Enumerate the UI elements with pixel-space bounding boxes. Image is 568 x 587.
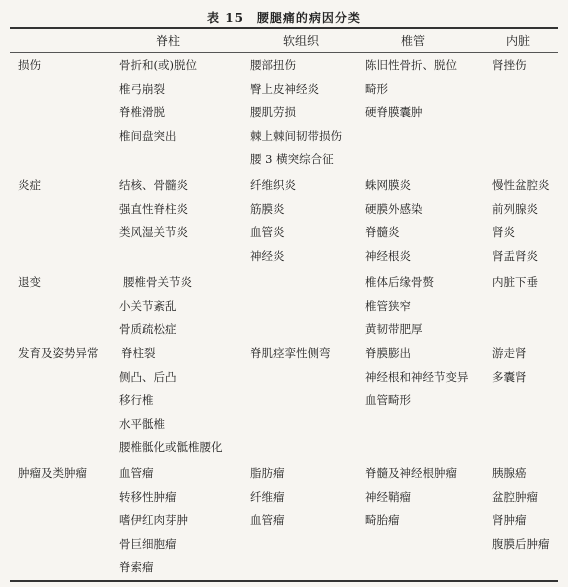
spine-cause-item: 腰椎骨关节炎	[123, 275, 192, 289]
canal-cause-item: 陈旧性骨折、脱位	[365, 58, 457, 72]
spine-cause-item: 骨巨细胞瘤	[119, 536, 177, 551]
canal-cause-item: 脊髓及神经根肿瘤	[365, 466, 457, 480]
soft-cause-item: 血管瘤	[250, 513, 285, 527]
soft-cause-item: 血管炎	[250, 225, 285, 239]
spine-cause-item: 脊椎滑脱	[119, 105, 165, 119]
soft-cause-item: 纤维织炎	[250, 178, 296, 192]
spine-cause-item: 腰椎骶化或骶椎腰化	[119, 440, 223, 454]
top-rule	[10, 27, 558, 29]
canal-cause-item: 硬脊膜囊肿	[365, 105, 423, 119]
header-rule	[10, 52, 558, 53]
spine-cause-item: 脊柱裂	[121, 346, 156, 360]
visceral-cause-item: 肾盂肾炎	[492, 248, 538, 263]
spine-cause-item: 移行椎	[119, 393, 154, 407]
header-viscera: 内脏	[506, 34, 531, 48]
soft-cause-item: 腰部扭伤	[250, 58, 296, 72]
visceral-cause-item: 游走肾	[492, 346, 527, 360]
canal-cause-item: 畸形	[365, 81, 388, 96]
category-label: 发育及姿势异常	[18, 346, 99, 360]
visceral-cause-item: 肾炎	[492, 225, 515, 239]
category-label: 损伤	[18, 58, 41, 72]
visceral-cause-item: 肾肿瘤	[492, 513, 527, 527]
soft-cause-item: 臀上皮神经炎	[250, 81, 319, 96]
visceral-cause-item: 前列腺炎	[492, 201, 538, 216]
spine-cause-item: 结核、骨髓炎	[119, 178, 188, 192]
canal-cause-item: 蛛网膜炎	[365, 178, 411, 192]
canal-cause-item: 血管畸形	[365, 393, 411, 407]
soft-cause-item: 筋膜炎	[250, 201, 285, 216]
spine-cause-item: 骨质疏松症	[119, 322, 177, 336]
soft-cause-item: 脂肪瘤	[250, 466, 285, 480]
header-soft-tissue: 软组织	[283, 34, 320, 48]
visceral-cause-item: 腹膜后肿瘤	[492, 536, 550, 551]
canal-cause-item: 脊膜膨出	[365, 346, 411, 360]
spine-cause-item: 类风湿关节炎	[119, 225, 188, 239]
spine-cause-item: 侧凸、后凸	[119, 369, 177, 384]
category-label: 退变	[18, 275, 41, 289]
visceral-cause-item: 慢性盆腔炎	[492, 178, 550, 192]
spine-cause-item: 转移性肿瘤	[119, 489, 177, 504]
visceral-cause-item: 胰腺癌	[492, 466, 527, 480]
soft-cause-item: 纤维瘤	[250, 489, 285, 504]
header-spinal-canal: 椎管	[401, 34, 426, 48]
canal-cause-item: 畸胎瘤	[365, 513, 400, 527]
canal-cause-item: 椎体后缘骨赘	[365, 275, 434, 289]
spine-cause-item: 水平骶椎	[119, 416, 165, 431]
spine-cause-item: 小关节紊乱	[119, 298, 177, 313]
canal-cause-item: 脊髓炎	[365, 225, 400, 239]
spine-cause-item: 椎弓崩裂	[119, 81, 165, 96]
soft-cause-item: 腰 3 横突综合征	[250, 152, 334, 166]
spine-cause-item: 血管瘤	[119, 466, 154, 480]
category-label: 肿瘤及类肿瘤	[18, 466, 87, 480]
category-label: 炎症	[18, 178, 41, 192]
spine-cause-item: 骨折和(或)脱位	[119, 58, 197, 72]
canal-cause-item: 硬膜外感染	[365, 201, 423, 216]
canal-cause-item: 黄韧带肥厚	[365, 322, 423, 336]
bottom-rule	[10, 580, 558, 582]
visceral-cause-item: 多囊肾	[492, 369, 527, 384]
spine-cause-item: 强直性脊柱炎	[119, 201, 188, 216]
canal-cause-item: 神经根炎	[365, 248, 411, 263]
table-title: 表 15 腰腿痛的病因分类	[207, 11, 361, 25]
spine-cause-item: 椎间盘突出	[119, 128, 177, 143]
header-spine: 脊柱	[156, 34, 181, 48]
soft-cause-item: 脊肌痉挛性侧弯	[250, 346, 331, 360]
canal-cause-item: 椎管狭窄	[365, 298, 411, 313]
soft-cause-item: 腰肌劳损	[250, 105, 296, 119]
soft-cause-item: 神经炎	[250, 248, 285, 263]
canal-cause-item: 神经鞘瘤	[365, 489, 411, 504]
spine-cause-item: 嗜伊红肉芽肿	[119, 513, 188, 527]
spine-cause-item: 脊索瘤	[119, 560, 154, 574]
visceral-cause-item: 内脏下垂	[492, 275, 538, 289]
canal-cause-item: 神经根和神经节变异	[365, 369, 469, 384]
soft-cause-item: 棘上棘间韧带损伤	[250, 128, 342, 143]
visceral-cause-item: 肾挫伤	[492, 58, 527, 72]
visceral-cause-item: 盆腔肿瘤	[492, 489, 538, 504]
